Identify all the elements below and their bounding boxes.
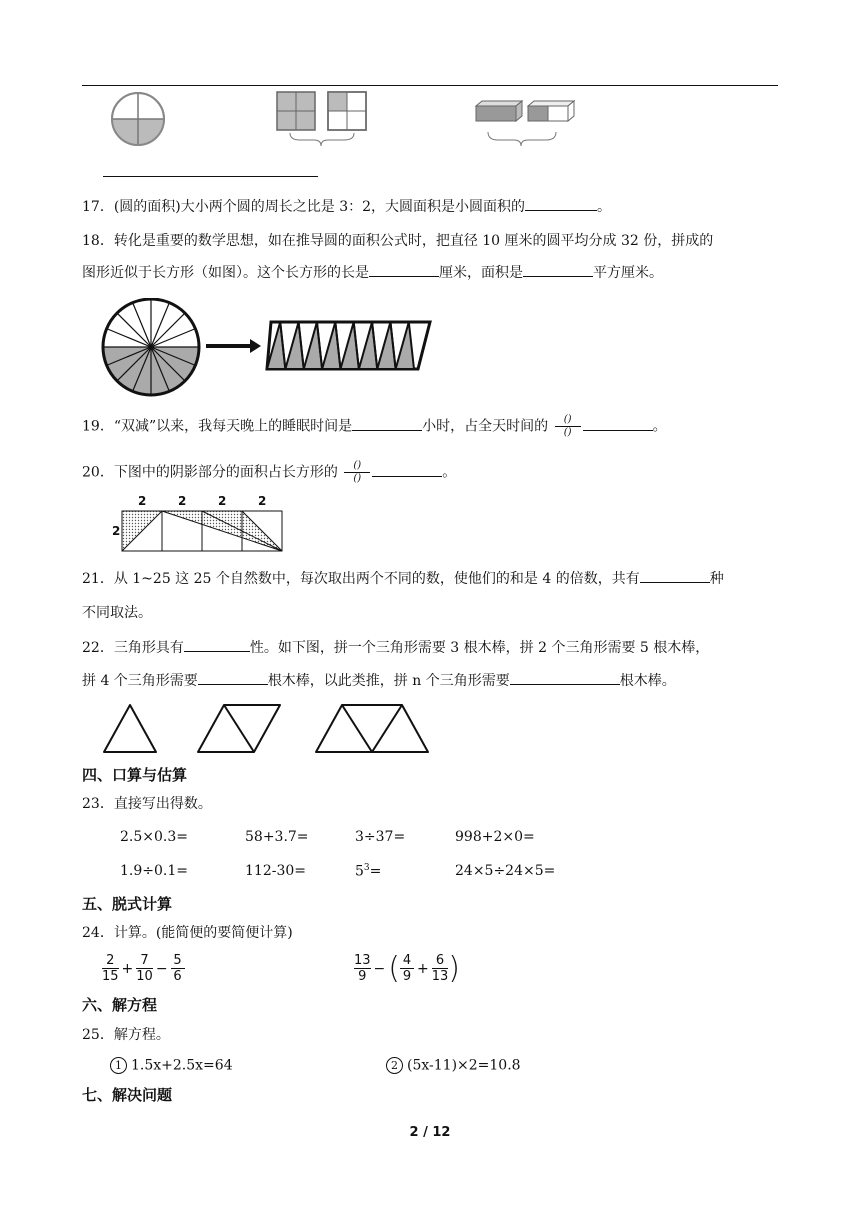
question-number: 17．	[82, 199, 114, 215]
q16-figures	[100, 88, 600, 183]
sector-circle	[103, 299, 199, 395]
header-rule	[82, 85, 778, 86]
section-heading-7: 七、解决问题	[82, 1086, 173, 1104]
question-number: 25．	[82, 1027, 114, 1043]
oral-calc-item: 3÷37=	[355, 829, 406, 845]
question-20: 20．下图中的阴影部分的面积占长方形的 $\frac{()}{()}$ 。	[82, 460, 457, 484]
answer-blank[interactable]	[372, 462, 442, 477]
oral-calc-item: 1.9÷0.1=	[120, 863, 188, 879]
answer-blank[interactable]	[640, 568, 710, 583]
question-19: 19．“双减”以来，我每天晚上的睡眠时间是 小时，占全天时间的 $\frac{()}{()}$ 。	[82, 414, 667, 438]
top-label: 2	[178, 494, 187, 508]
fraction-placeholder: $\frac{()}{()}$	[344, 460, 370, 485]
question-number: 24．	[82, 925, 114, 941]
question-number: 22．	[82, 640, 114, 656]
answer-blank[interactable]	[369, 262, 439, 277]
expression-2: $\frac{13}{9}$ − ( $\frac{4}{9}$ + $\frac{6}{13}$ )	[354, 951, 460, 986]
top-label: 2	[218, 494, 227, 508]
section-heading-4: 四、口算与估算	[82, 766, 188, 784]
quarter-circle-figure	[112, 93, 164, 145]
oral-calc-row-1	[120, 829, 580, 849]
answer-blank[interactable]	[583, 416, 653, 431]
question-number: 20．	[82, 464, 114, 481]
question-22-line-2: 拼 4 个三角形需要 根木棒，以此类推，拼 n 个三角形需要 根木棒。	[82, 670, 676, 690]
bar-figure	[476, 101, 574, 146]
question-number: 21．	[82, 571, 114, 587]
q22-triangle-pattern-figure	[100, 700, 440, 756]
answer-blank[interactable]	[184, 637, 250, 652]
q18-circle-to-rectangle-figure	[98, 298, 438, 398]
question-18-line-2: 图形近似于长方形（如图）。这个长方形的长是 厘米，面积是 平方厘米。	[82, 262, 663, 282]
fraction-placeholder: $\frac{()}{()}$	[555, 414, 581, 439]
oral-calc-item: $5^3=$	[355, 863, 382, 880]
q20-labels	[110, 492, 290, 556]
question-22-line-1: 22．三角形具有 性。如下图，拼一个三角形需要 3 根木棒，拼 2 个三角形需要 5 根木棒，	[82, 637, 709, 657]
circled-number: 2	[386, 1057, 403, 1074]
equation-1: 1 1.5x+2.5x=64	[110, 1057, 233, 1074]
question-number: 18．	[82, 233, 114, 249]
section-heading-5: 五、脱式计算	[82, 895, 173, 913]
approximate-rectangle	[267, 322, 430, 369]
oral-calc-item: 58+3.7=	[245, 829, 309, 845]
answer-blank[interactable]	[510, 670, 620, 685]
question-25: 25．解方程。	[82, 1027, 170, 1043]
oral-calc-item: 112-30=	[245, 863, 306, 879]
top-label: 2	[258, 494, 267, 508]
arrow-icon	[206, 339, 261, 353]
page-number: 2 / 12	[409, 1125, 451, 1140]
question-number: 23．	[82, 796, 114, 812]
answer-blank[interactable]	[352, 416, 422, 431]
question-21-line-2: 不同取法。	[82, 605, 152, 621]
question-18-line-1: 18．转化是重要的数学思想，如在推导圆的面积公式时，把直径 10 厘米的圆平均分成 32 份，拼成的	[82, 233, 714, 249]
question-24: 24．计算。(能简便的要简便计算)	[82, 925, 293, 941]
side-label: 2	[112, 524, 121, 538]
oral-calc-item: 2.5×0.3=	[120, 829, 188, 845]
section-heading-6: 六、解方程	[82, 996, 158, 1014]
answer-blank[interactable]	[523, 262, 593, 277]
equation-2: 2 (5x-11)×2=10.8	[386, 1057, 521, 1074]
top-label: 2	[138, 494, 147, 508]
answer-blank[interactable]	[525, 196, 597, 211]
q16-answer-blank[interactable]	[103, 176, 318, 177]
square-grid-figure	[277, 92, 366, 146]
oral-calc-item: 24×5÷24×5=	[455, 863, 556, 879]
oral-calc-item: 998+2×0=	[455, 829, 535, 845]
question-number: 19．	[82, 418, 114, 435]
circled-number: 1	[110, 1057, 127, 1074]
expression-1: $\frac{2}{15}$ + $\frac{7}{10}$ − $\frac{5}{6}$	[102, 953, 185, 984]
question-21-line-1: 21．从 1~25 这 25 个自然数中，每次取出两个不同的数，使他们的和是 4 的倍数，共有 种	[82, 568, 724, 588]
question-17: 17．(圆的面积)大小两个圆的周长之比是 3：2，大圆面积是小圆面积的 。	[82, 196, 611, 216]
question-23: 23．直接写出得数。	[82, 796, 212, 812]
answer-blank[interactable]	[198, 670, 268, 685]
oral-calc-row-2	[120, 863, 580, 883]
